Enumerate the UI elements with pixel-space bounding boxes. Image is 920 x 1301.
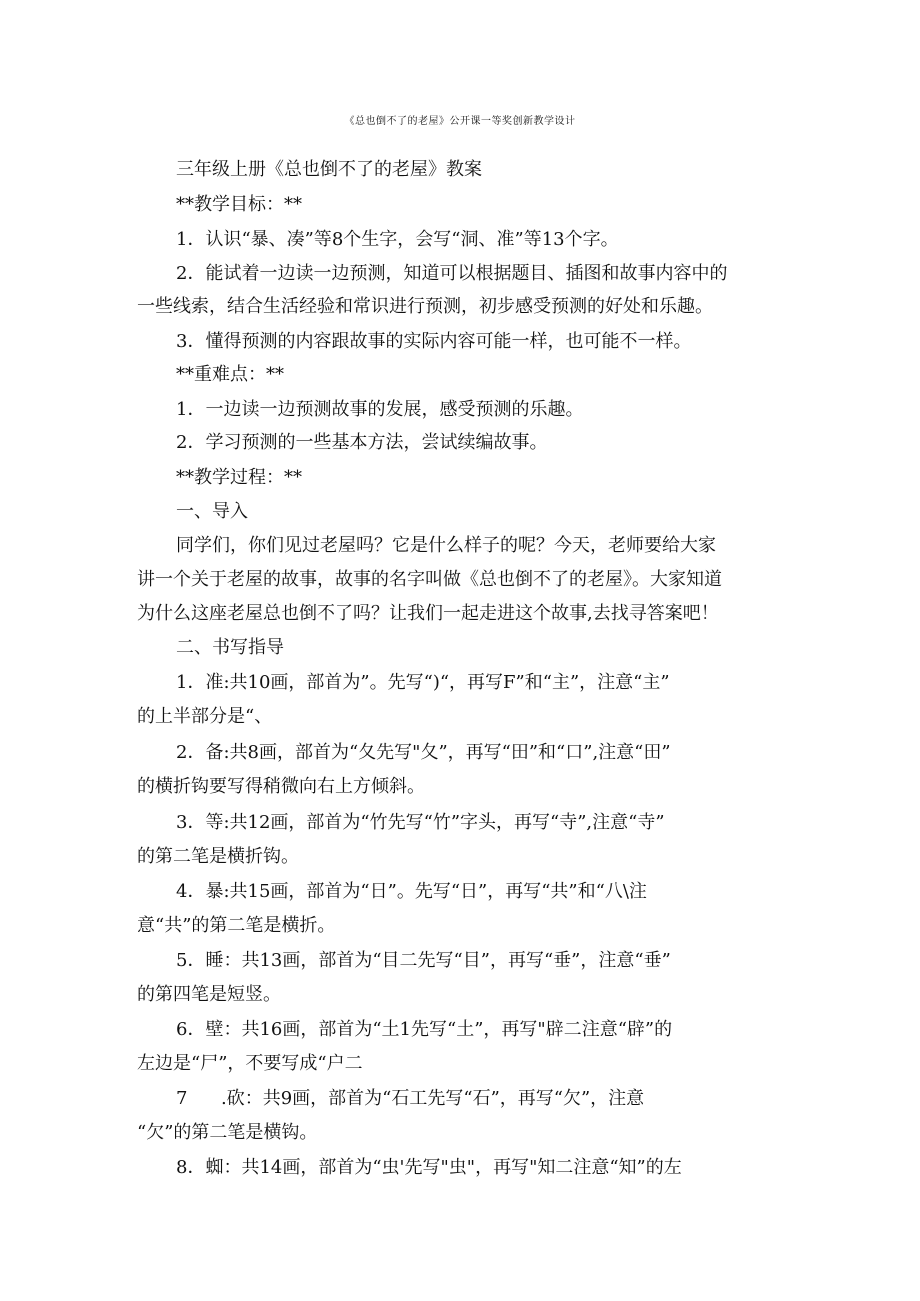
objective-item: 3．懂得预测的内容跟故事的实际内容可能一样，也可能不一样。 <box>176 331 692 352</box>
guide-line: 8．蜘：共14画，部首为“虫'先写"虫"，再写"知二注意“知”的左 <box>176 1157 682 1178</box>
guide-line: 6．壁：共16画，部首为“土1先写“土”，再写"辟二注意“辟”的 <box>176 1019 673 1040</box>
intro-paragraph-line: 同学们，你们见过老屋吗？它是什么样子的呢？今天，老师要给大家 <box>176 535 716 556</box>
intro-paragraph-line: 为什么这座老屋总也倒不了吗？让我们一起走进这个故事,去找寻答案吧！ <box>137 603 719 624</box>
objectives-heading: **教学目标：** <box>176 194 302 215</box>
guide-line: 意“共”的第二笔是横折。 <box>137 915 336 936</box>
guide-line: 左边是“尸”，不要写成“户二 <box>137 1053 363 1074</box>
guide-line: 的上半部分是“、 <box>137 706 273 727</box>
guide-line: 1．准:共10画，部首为”。先写“)“，再写F”和“主”，注意“主” <box>176 672 670 693</box>
guide-line: 的第四笔是短竖。 <box>137 984 281 1005</box>
guide-line: 3．等:共12画，部首为“竹先写“竹”字头，再写“寺”,注意“寺” <box>176 812 665 833</box>
guide-line: .砍：共9画，部首为“石工先写“石”，再写“欠”，注意 <box>221 1088 645 1109</box>
guide-line: 5．睡：共13画，部首为“目二先写“目”，再写“垂”，注意“垂” <box>176 950 671 971</box>
guide-line: 4．暴:共15画，部首为“日”。先写“日”，再写“共”和“八\注 <box>176 881 647 902</box>
intro-paragraph-line: 讲一个关于老屋的故事，故事的名字叫做《总也倒不了的老屋》。大家知道 <box>137 569 722 590</box>
keypoint-item: 2．学习预测的一些基本方法，尝试续编故事。 <box>176 432 548 453</box>
guide-line: “欠”的第二笔是横钩。 <box>137 1122 318 1143</box>
section-heading-writing: 二、书写指导 <box>176 637 284 658</box>
keypoint-item: 1．一边读一边预测故事的发展，感受预测的乐趣。 <box>176 399 584 420</box>
section-heading-intro: 一、导入 <box>176 501 248 522</box>
guide-line: 的横折钩要写得稍微向右上方倾斜。 <box>137 776 425 797</box>
objective-item-continued: 一些线索，结合生活经验和常识进行预测，初步感受预测的好处和乐趣。 <box>137 296 713 317</box>
guide-line: 的第二笔是横折钩。 <box>137 846 299 867</box>
guide-line: 2．备:共8画，部首为“夂先写"夂”，再写“田”和“口”,注意“田” <box>176 742 671 763</box>
process-heading: **教学过程：** <box>176 467 302 488</box>
keypoints-heading: **重难点：** <box>176 364 284 385</box>
objective-item: 2．能试着一边读一边预测，知道可以根据题目、插图和故事内容中的 <box>176 263 728 284</box>
guide-line-number: 7 <box>176 1088 188 1109</box>
objective-item: 1．认识“暴、凑”等8个生字，会写“洞、准”等13个字。 <box>176 229 619 250</box>
document-subtitle: 三年级上册《总也倒不了的老屋》教案 <box>176 159 482 180</box>
document-title: 《总也倒不了的老屋》公开课一等奖创新教学设计 <box>344 116 576 127</box>
